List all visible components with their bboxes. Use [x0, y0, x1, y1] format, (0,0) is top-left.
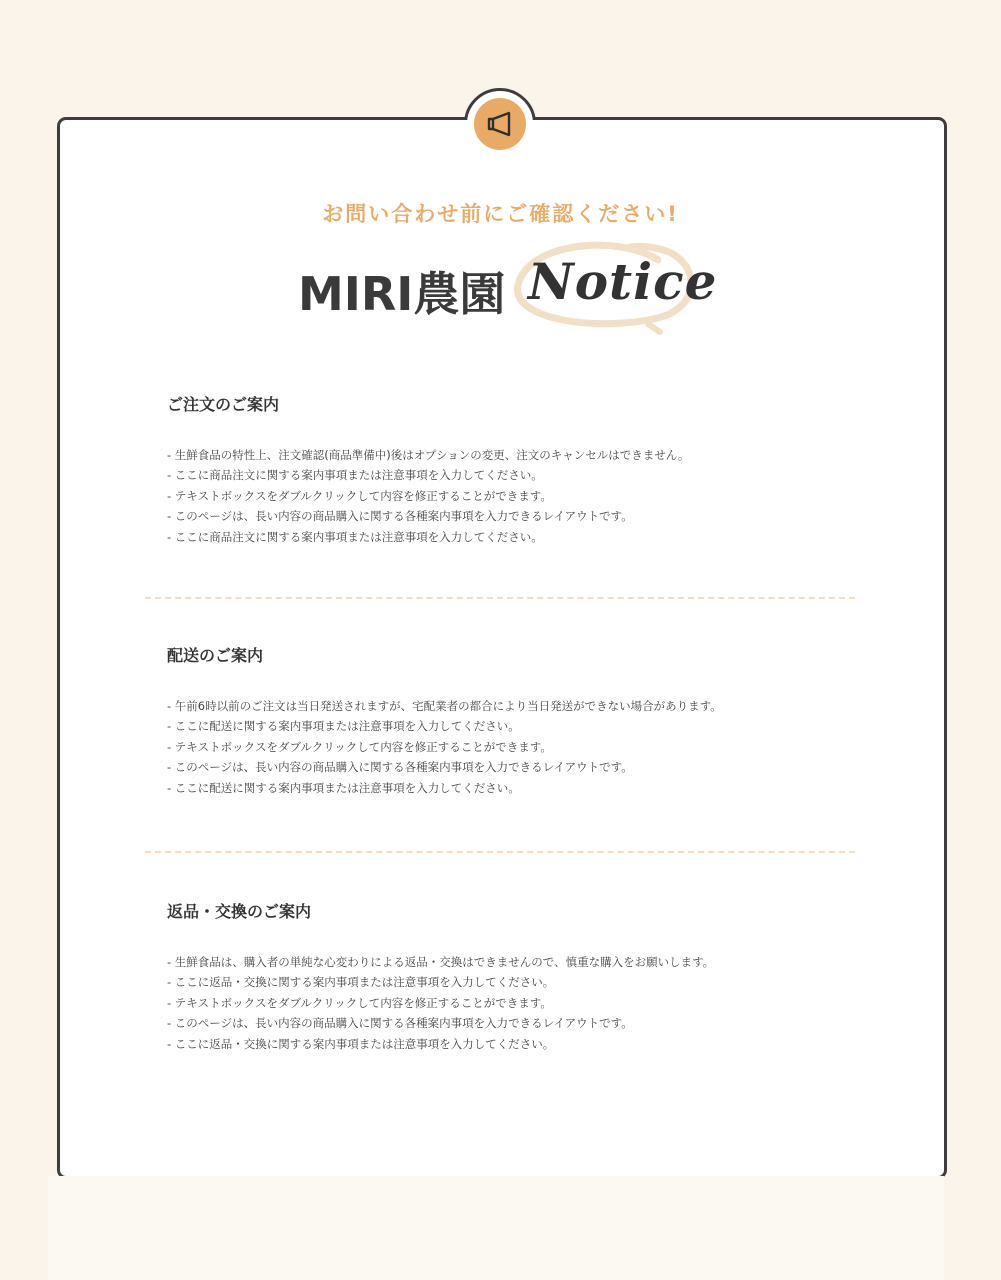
list-item: - ここに商品注文に関する案内事項または注意事項を入力してください。 — [167, 468, 543, 483]
section-list — [167, 696, 867, 798]
list-item: - テキストボックスをダブルクリックして内容を修正することができます。 — [167, 488, 552, 503]
list-item: - ここに商品注文に関する案内事項または注意事項を入力してください。 — [167, 529, 543, 544]
section-divider — [145, 597, 855, 599]
section-heading: 返品・交換のご案内 — [167, 902, 312, 921]
list-item: - このページは、長い内容の商品購入に関する各種案内事項を入力できるレイアウトです。 — [167, 760, 633, 775]
section-list — [167, 952, 867, 1054]
list-item: - このページは、長い内容の商品購入に関する各種案内事項を入力できるレイアウトです。 — [167, 1016, 633, 1031]
list-item: - ここに返品・交換に関する案内事項または注意事項を入力してください。 — [167, 975, 555, 990]
list-item: - 生鮮食品は、購入者の単純な心変わりによる返品・交換はできませんので、慎重な購入をお願いします。 — [167, 955, 715, 969]
list-item: - ここに配送に関する案内事項または注意事項を入力してください。 — [167, 780, 520, 795]
title-row — [0, 252, 1001, 332]
section-order — [167, 392, 867, 547]
megaphone-icon — [486, 110, 514, 138]
list-item: - 生鮮食品の特性上、注文確認(商品準備中)後はオプションの変更、注文のキャンセルはできません。 — [167, 448, 690, 462]
page-subtitle: お問い合わせ前にご確認ください! — [322, 202, 679, 226]
list-item: - ここに返品・交換に関する案内事項または注意事項を入力してください。 — [167, 1036, 555, 1051]
list-item: - テキストボックスをダブルクリックして内容を修正することができます。 — [167, 739, 552, 754]
list-item: - 午前6時以前のご注文は当日発送されますが、宅配業者の都合により当日発送ができない場合があります。 — [167, 699, 722, 713]
section-heading: ご注文のご案内 — [167, 395, 280, 414]
section-shipping — [167, 643, 867, 798]
list-item: - ここに配送に関する案内事項または注意事項を入力してください。 — [167, 719, 520, 734]
section-heading: 配送のご案内 — [167, 646, 264, 665]
list-item: - このページは、長い内容の商品購入に関する各種案内事項を入力できるレイアウトです。 — [167, 509, 633, 524]
list-item: - テキストボックスをダブルクリックして内容を修正することができます。 — [167, 995, 552, 1010]
section-divider — [145, 851, 855, 853]
page-title: MIRI農園 — [298, 267, 506, 321]
section-list — [167, 445, 867, 547]
section-returns — [167, 899, 867, 1054]
bottom-strip — [48, 1176, 944, 1280]
notice-script-word: Notice — [528, 252, 718, 311]
